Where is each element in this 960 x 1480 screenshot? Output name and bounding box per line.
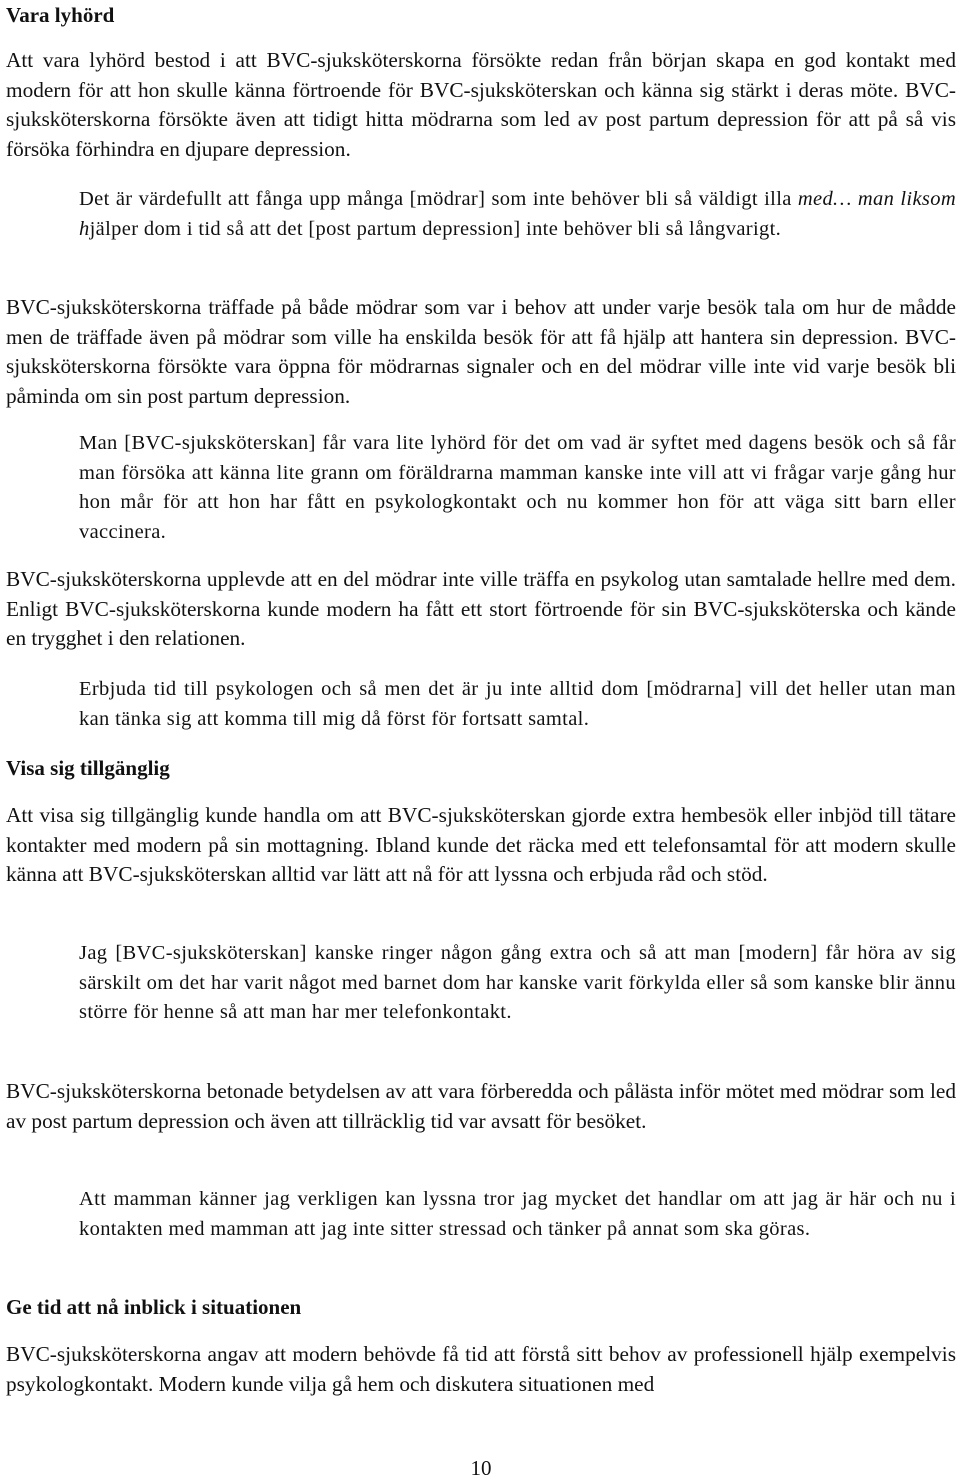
body-paragraph: BVC-sjuksköterskorna upplevde att en del mödrar inte ville träffa en psykolog utan samtalade hellre med dem. Enligt BVC-sjuksköterskorna kunde modern ha fått ett stort förtroende för sin BVC-sjuksköterska och kände en trygghet i den relationen. <box>6 567 956 650</box>
interview-quote: Man [BVC-sjuksköterskan] får vara lite lyhörd för det om vad är syftet med dagens besök och så får man försöka att känna lite grann om föräldrarna mamman kanske inte vill att vi frågar varje gång hur hon mår för att hon har fått en psykologkontakt och nu kommer hon för att väga sitt barn eller vaccinera. <box>79 432 956 543</box>
section-heading-ge-tid: Ge tid att nå inblick i situationen <box>6 1295 302 1319</box>
interview-quote <box>79 185 956 244</box>
body-paragraph: Att vara lyhörd bestod i att BVC-sjuksköterskorna försökte redan från början skapa en god kontakt med modern för att hon skulle känna förtroende för BVC-sjuksköterskan och känna sig stärkt i deras möte. BVC-sjuksköterskorna försökte även att tidigt hitta mödrarna som led av post partum depression för att på så vis försöka förhindra en djupare depression. <box>6 48 956 161</box>
interview-quote: Att mamman känner jag verkligen kan lyssna tror jag mycket det handlar om att jag är här och nu i kontakten med mamman att jag inte sitter stressad och tänker på annat som ska göras. <box>79 1188 956 1240</box>
body-paragraph: BVC-sjuksköterskorna träffade på både mödrar som var i behov att under varje besök tala om hur de mådde men de träffade även på mödrar som ville ha enskilda besök för att få hjälp att hantera sin depression. BVC-sjuksköterskorna försökte vara öppna för mödrarnas signaler och en del mödrar ville inte vid varje besök bli påminda om sin post partum depression. <box>6 295 956 408</box>
body-paragraph: BVC-sjuksköterskorna betonade betydelsen av att vara förberedda och pålästa inför mötet med mödrar som led av post partum depression och även att tillräcklig tid var avsatt för besöket. <box>6 1079 956 1133</box>
document-page <box>6 0 956 1480</box>
interview-quote: Jag [BVC-sjuksköterskan] kanske ringer någon gång extra och så att man [modern] får höra av sig särskilt om det har varit något med barnet dom har kanske varit förkylda eller så som kanske blir ännu större för henne så att man har mer telefonkontakt. <box>79 942 956 1023</box>
interview-quote: Erbjuda tid till psykologen och så men det är ju inte alltid dom [mödrarna] vill det heller utan man kan tänka sig att komma till mig då först för fortsatt samtal. <box>79 678 956 730</box>
quote-italic-text: med… man liksom h <box>79 188 956 240</box>
quote-text: jälper dom i tid så att det [post partum depression] inte behöver bli så långvarigt. <box>89 217 782 240</box>
section-heading-visa-sig-tillganglig: Visa sig tillgänglig <box>6 756 170 780</box>
body-paragraph: Att visa sig tillgänglig kunde handla om att BVC-sjuksköterskan gjorde extra hembesök eller inbjöd till tätare kontakter med modern på sin mottagning. Ibland kunde det räcka med ett telefonsamtal för att modern skulle känna att BVC-sjuksköterskan alltid var lätt att nå för att lyssna och erbjuda råd och stöd. <box>6 803 956 886</box>
section-heading-vara-lyhord: Vara lyhörd <box>6 3 115 27</box>
body-paragraph: BVC-sjuksköterskorna angav att modern behövde få tid att förstå sitt behov av professionell hjälp exempelvis psykologkontakt. Modern kunde vilja gå hem och diskutera situationen med <box>6 1342 956 1396</box>
page-number: 10 <box>470 1456 492 1480</box>
quote-text: Det är värdefullt att fånga upp många [mödrar] som inte behöver bli så väldigt illa <box>79 188 798 210</box>
